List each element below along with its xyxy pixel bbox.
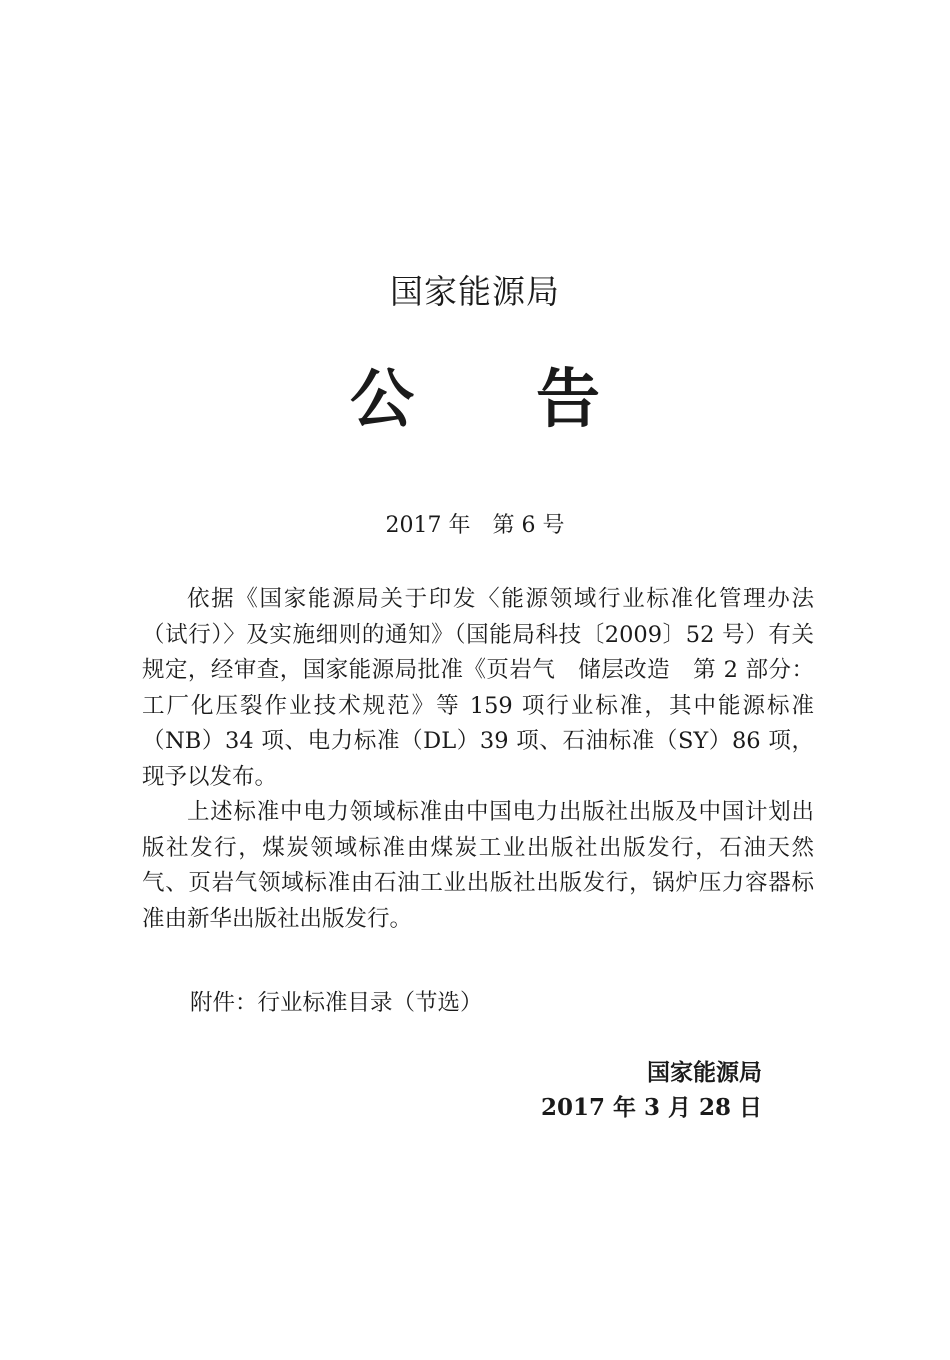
issuer-name: 国家能源局	[390, 272, 560, 311]
notice-body	[142, 582, 814, 937]
notice-title-char-1: 公	[350, 363, 414, 437]
body-paragraph-1: 依据《国家能源局关于印发〈能源领域行业标准化管理办法（试行）〉及实施细则的通知》（国能局科技〔2009〕52 号）有关规定，经审查，国家能源局批准《页岩气 储层改造 第 2 部分：工厂化压裂作业技术规范》等 159 项行业标准，其中能源标准（NB）34 项、电力标准（DL）39 项、石油标准（SY）86 项，现予以发布。	[142, 586, 814, 790]
body-paragraph-2: 上述标准中电力领域标准由中国电力出版社出版及中国计划出版社发行，煤炭领域标准由煤炭工业出版社出版发行，石油天然气、页岩气领域标准由石油工业出版社出版发行，锅炉压力容器标准由新华出版社出版发行。	[142, 799, 814, 932]
signature-date: 2017 年 3 月 28 日	[540, 1094, 762, 1121]
notice-title-char-2: 告	[536, 363, 600, 437]
signature-block	[541, 1056, 762, 1126]
attachment-note: 附件：行业标准目录（节选）	[190, 990, 483, 1016]
notice-title	[0, 348, 950, 437]
signature-org: 国家能源局	[647, 1060, 762, 1086]
document-number: 2017 年 第 6 号	[385, 513, 565, 538]
